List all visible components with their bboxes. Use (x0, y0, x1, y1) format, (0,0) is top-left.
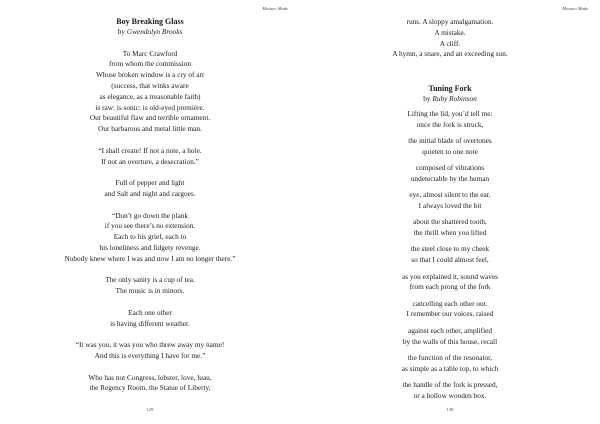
verse-line: the handle of the fork is pressed, (402, 379, 498, 389)
running-head-left: Mouseo Made (262, 6, 288, 11)
verse-line: from whom the commission (108, 59, 192, 69)
right-column (300, 17, 600, 402)
stanza (0, 373, 300, 395)
verse-line: is having different weather. (110, 318, 190, 328)
verse-line: Lifting the lid, you’d tell me: (407, 108, 493, 118)
verse-line: from each prong of the fork (409, 282, 491, 292)
verse-line: and Salt and night and cargoes. (104, 188, 196, 198)
stanza (300, 353, 600, 375)
verse-line: once the fork is struck, (416, 119, 484, 129)
verse-line: “I shall create! If not a note, a hole. (98, 145, 202, 155)
verse-line: about the shattered tooth, (413, 217, 487, 227)
poem-body (0, 49, 300, 395)
verse-line: Our barbarous and metal little man. (98, 124, 202, 134)
poem-author: Ruby Robinson (432, 94, 477, 104)
verse-line: is raw: is sonic: is old-eyed première. (95, 102, 205, 112)
verse-line: Who has not Congress, lobster, love, luau, (88, 372, 212, 382)
stanza (0, 146, 300, 168)
verse-line: If not an overture, a desecration.” (101, 156, 199, 166)
verse-line: the initial blade of overtones (408, 136, 492, 146)
verse-line: Full of pepper and light (115, 178, 185, 188)
continuation-stanza (300, 17, 600, 60)
verse-line: as you explained it, sound waves (401, 271, 499, 281)
left-poem (0, 16, 300, 394)
verse-line: To Marc Crawford (122, 48, 178, 58)
running-head-right: Mouseo Made (562, 6, 588, 11)
verse-line: against each other, amplified (408, 325, 492, 335)
verse-line: runs. A sloppy amalgamation. (406, 17, 494, 26)
poem-byline (300, 94, 600, 105)
verse-line: A mistake. (434, 27, 466, 37)
page-number-left: 129 (146, 407, 154, 412)
byline-by: by (117, 27, 125, 36)
stanza (300, 109, 600, 131)
right-page (300, 0, 600, 424)
stanza (0, 49, 300, 135)
poem-byline (0, 27, 300, 38)
byline-by: by (423, 94, 431, 104)
verse-line: if you see there’s no extension. (104, 221, 196, 231)
verse-line: quieten to one note (422, 146, 478, 156)
verse-line: “It was you, it was you who threw away my name! (75, 340, 225, 350)
verse-line: as simple as a table top, to which (401, 363, 499, 373)
verse-line: A hymn, a snare, and an exceeding sun. (392, 49, 508, 59)
verse-line: The music is in minors. (115, 286, 185, 296)
verse-line: Whose broken window is a cry of art (95, 70, 204, 80)
stanza (300, 326, 600, 348)
verse-line: undetectable by the human (410, 173, 490, 183)
verse-line: the steel close to my cheek (410, 244, 490, 254)
verse-line: I remember our voices, raised (406, 309, 494, 319)
verse-line: the Regency Room, the Statue of Liberty, (89, 383, 211, 393)
verse-line: the thrill when you lifted (413, 228, 487, 238)
stanza (0, 308, 300, 330)
stanza (0, 340, 300, 362)
stanza (300, 299, 600, 321)
verse-line: Our beautiful flaw and terrible ornament. (89, 113, 211, 123)
verse-line: I always loved the bit (418, 201, 482, 211)
stanza (300, 217, 600, 239)
poem-author: Gwendolyn Brooks (126, 27, 183, 36)
stanza (300, 190, 600, 212)
stanza (300, 136, 600, 158)
verse-line: cancelling each other out. (412, 298, 488, 308)
verse-line: (success, that winks aware (111, 80, 189, 90)
page-number-right: 130 (446, 407, 454, 412)
verse-line: Each to his grief, each to (113, 232, 187, 242)
verse-line: his loneliness and fidgety revenge. (99, 242, 201, 252)
verse-line: as elegance, as a treasonable faith) (99, 91, 201, 101)
verse-line: The only sanity is a cup of tea. (105, 275, 195, 285)
stanza (300, 163, 600, 185)
verse-line: the function of the resonator, (407, 352, 493, 362)
stanza (300, 272, 600, 294)
verse-line: by the walls of this house, recall (402, 336, 498, 346)
verse-line: A cliff. (439, 38, 461, 48)
verse-line: composed of vibrations (415, 163, 485, 173)
stanza (300, 380, 600, 402)
verse-line: or a hollow wooden box. (413, 390, 487, 400)
poem-body (300, 109, 600, 402)
poem-title: Tuning Fork (428, 84, 472, 94)
verse-line: Each one other (128, 307, 172, 317)
stanza (0, 275, 300, 297)
verse-line: “Don’t go down the plank (111, 210, 189, 220)
verse-line: Nobody knew where I was and now I am no longer there.” (64, 253, 236, 263)
stanza (300, 244, 600, 266)
verse-line: And this is everything I have for me.” (94, 350, 206, 360)
verse-line: eye, almost silent to the ear. (409, 190, 491, 200)
stanza (0, 178, 300, 200)
verse-line: so that I could almost feel, (411, 255, 489, 265)
stanza (0, 211, 300, 265)
poem-title: Boy Breaking Glass (116, 17, 184, 26)
